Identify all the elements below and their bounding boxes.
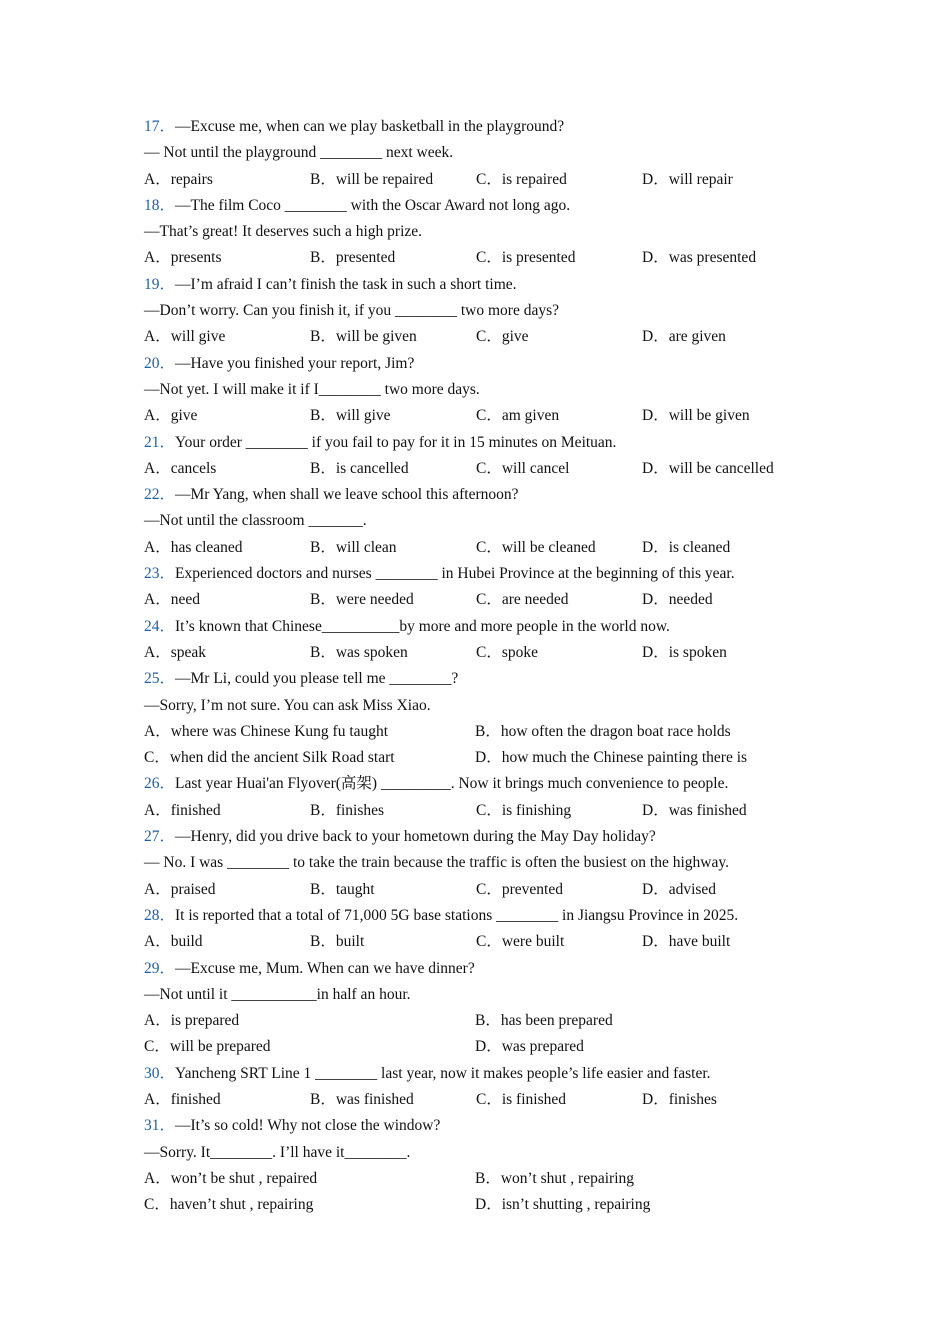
question-number: 24． (144, 617, 176, 635)
answer-options (144, 1087, 824, 1113)
answer-options-row (144, 1192, 824, 1218)
question-text: —Not until the classroom _______. (144, 512, 367, 530)
question-number: 26． (144, 775, 176, 793)
question-stem (144, 561, 824, 587)
question-reply (144, 693, 824, 719)
answer-option: A．finished (144, 1090, 221, 1108)
question-text: —Henry, did you drive back to your hometown during the May Day holiday? (175, 828, 656, 846)
answer-option: A．will give (144, 328, 226, 346)
question-number: 27． (144, 828, 176, 846)
question-number: 31． (144, 1117, 176, 1135)
answer-options (144, 798, 824, 824)
answer-option: D．was presented (642, 249, 757, 267)
question-block (144, 614, 824, 667)
answer-option: C．will be cleaned (476, 538, 596, 556)
question-number: 20． (144, 354, 176, 372)
answer-option: B．were needed (310, 591, 414, 609)
question-stem (144, 272, 824, 298)
question-number: 29． (144, 959, 176, 977)
question-stem (144, 666, 824, 692)
answer-options (144, 245, 824, 271)
question-text: —Mr Yang, when shall we leave school this afternoon? (175, 486, 519, 504)
question-text: —Sorry, I’m not sure. You can ask Miss Xiao. (144, 696, 431, 714)
answer-option: A．finished (144, 801, 221, 819)
question-text: — No. I was ________ to take the train because the traffic is often the busiest on the highway. (144, 854, 729, 872)
answer-option: A．has cleaned (144, 538, 243, 556)
answer-option: A．build (144, 933, 203, 951)
question-block (144, 771, 824, 824)
question-reply (144, 1140, 824, 1166)
answer-options (144, 167, 824, 193)
answer-option: D．is spoken (642, 643, 727, 661)
question-text: Last year Huai'an Flyover(高架) _________. Now it brings much convenience to people. (175, 775, 729, 793)
answer-option: C．when did the ancient Silk Road start (144, 749, 395, 767)
answer-option: C．will be prepared (144, 1038, 271, 1056)
answer-option: B．will clean (310, 538, 397, 556)
question-stem (144, 824, 824, 850)
question-text: —Don’t worry. Can you finish it, if you ________ two more days? (144, 302, 560, 320)
question-reply (144, 298, 824, 324)
answer-option: A．need (144, 591, 200, 609)
question-number: 25． (144, 670, 176, 688)
answer-option: C．were built (476, 933, 565, 951)
question-stem (144, 614, 824, 640)
question-text: It is reported that a total of 71,000 5G base stations ________ in Jiangsu Province in 2025. (175, 906, 739, 924)
answer-options-row (144, 1034, 824, 1060)
question-stem (144, 114, 824, 140)
question-stem (144, 1061, 824, 1087)
question-reply (144, 377, 824, 403)
question-number: 22． (144, 486, 176, 504)
question-number: 30． (144, 1064, 176, 1082)
question-text: It’s known that Chinese__________by more and more people in the world now. (175, 617, 670, 635)
question-block (144, 666, 824, 771)
answer-option: C．am given (476, 407, 560, 425)
question-block (144, 430, 824, 483)
answer-option: A．won’t be shut , repaired (144, 1169, 318, 1187)
question-text: —Sorry. It________. I’ll have it________. (144, 1143, 411, 1161)
question-number: 23． (144, 565, 176, 583)
answer-option: C．prevented (476, 880, 563, 898)
answer-option: D．are given (642, 328, 726, 346)
answer-option: D．needed (642, 591, 713, 609)
answer-option: B．will be repaired (310, 170, 434, 188)
answer-option: B．built (310, 933, 365, 951)
question-text: —I’m afraid I can’t finish the task in such a short time. (175, 275, 517, 293)
question-number: 18． (144, 196, 176, 214)
answer-options (144, 877, 824, 903)
answer-option: B．was spoken (310, 643, 408, 661)
question-text: Your order ________ if you fail to pay for it in 15 minutes on Meituan. (175, 433, 617, 451)
answer-options (144, 535, 824, 561)
question-block (144, 903, 824, 956)
question-block (144, 193, 824, 272)
answer-options-row (144, 1008, 824, 1034)
answer-option: A．is prepared (144, 1012, 240, 1030)
answer-option: B．was finished (310, 1090, 414, 1108)
question-number: 28． (144, 906, 176, 924)
answer-options (144, 456, 824, 482)
question-text: —It’s so cold! Why not close the window? (175, 1117, 441, 1135)
question-block (144, 482, 824, 561)
question-block (144, 351, 824, 430)
answer-option: D．will repair (642, 170, 733, 188)
question-number: 21． (144, 433, 176, 451)
question-text: —Excuse me, when can we play basketball in the playground? (175, 118, 565, 135)
answer-option: A．praised (144, 880, 216, 898)
question-number: 19． (144, 275, 176, 293)
answer-option: B．is cancelled (310, 459, 409, 477)
answer-option: C．are needed (476, 591, 569, 609)
question-block (144, 1113, 824, 1218)
answer-option: D．was finished (642, 801, 747, 819)
answer-options (144, 929, 824, 955)
answer-options (144, 324, 824, 350)
question-stem (144, 956, 824, 982)
question-stem (144, 430, 824, 456)
answer-option: C．is finishing (476, 801, 572, 819)
answer-option: C．haven’t shut , repairing (144, 1196, 314, 1214)
answer-option: C．is repaired (476, 170, 567, 188)
answer-option: C．is presented (476, 249, 576, 267)
question-text: —Not yet. I will make it if I________ two more days. (144, 380, 480, 398)
question-text: —That’s great! It deserves such a high prize. (144, 223, 423, 241)
answer-option: A．give (144, 407, 198, 425)
question-block (144, 956, 824, 1061)
question-reply (144, 982, 824, 1008)
answer-options (144, 587, 824, 613)
answer-option: A．speak (144, 643, 206, 661)
question-text: —Mr Li, could you please tell me ________? (175, 670, 459, 688)
answer-options (144, 640, 824, 666)
answer-option: D．how much the Chinese painting there is (475, 749, 748, 767)
question-block (144, 1061, 824, 1114)
answer-option: B．will give (310, 407, 391, 425)
answer-options-row (144, 745, 824, 771)
question-stem (144, 903, 824, 929)
question-block (144, 561, 824, 614)
question-text: — Not until the playground ________ next week. (144, 144, 454, 162)
question-stem (144, 1113, 824, 1139)
answer-option: A．cancels (144, 459, 217, 477)
question-text: Yancheng SRT Line 1 ________ last year, now it makes people’s life easier and faster. (175, 1064, 711, 1082)
question-stem (144, 351, 824, 377)
answer-option: A．repairs (144, 170, 213, 188)
answer-option: D．was prepared (475, 1038, 584, 1056)
question-block (144, 272, 824, 351)
question-number: 17． (144, 118, 176, 135)
answer-option: B．will be given (310, 328, 417, 346)
question-stem (144, 771, 824, 797)
question-text: Experienced doctors and nurses ________ in Hubei Province at the beginning of this year. (175, 565, 735, 583)
question-stem (144, 482, 824, 508)
question-text: —The film Coco ________ with the Oscar Award not long ago. (175, 196, 571, 214)
answer-option: C．will cancel (476, 459, 570, 477)
answer-option: B．won’t shut , repairing (475, 1169, 635, 1187)
answer-option: B．taught (310, 880, 375, 898)
answer-option: C．spoke (476, 643, 539, 661)
question-reply (144, 219, 824, 245)
answer-option: D．isn’t shutting , repairing (475, 1196, 651, 1214)
answer-option: D．finishes (642, 1090, 717, 1108)
answer-option: D．will be cancelled (642, 459, 774, 477)
question-reply (144, 850, 824, 876)
question-block (144, 824, 824, 903)
answer-option: B．presented (310, 249, 396, 267)
question-stem (144, 193, 824, 219)
answer-options-row (144, 719, 824, 745)
answer-option: C．is finished (476, 1090, 566, 1108)
question-text: —Not until it ___________in half an hour. (144, 985, 411, 1003)
answer-option: B．how often the dragon boat race holds (475, 722, 731, 740)
answer-option: D．advised (642, 880, 717, 898)
answer-option: B．finishes (310, 801, 385, 819)
answer-option: D．have built (642, 933, 731, 951)
question-block (144, 114, 824, 193)
answer-option: D．is cleaned (642, 538, 731, 556)
answer-option: A．presents (144, 249, 222, 267)
question-text: —Excuse me, Mum. When can we have dinner? (175, 959, 475, 977)
answer-options-row (144, 1166, 824, 1192)
answer-option: D．will be given (642, 407, 750, 425)
answer-option: A．where was Chinese Kung fu taught (144, 722, 389, 740)
question-text: —Have you finished your report, Jim? (175, 354, 415, 372)
answer-option: B．has been prepared (475, 1012, 613, 1030)
question-reply (144, 508, 824, 534)
question-reply (144, 140, 824, 166)
answer-options (144, 403, 824, 429)
answer-option: C．give (476, 328, 529, 346)
question-sheet (144, 114, 824, 1218)
